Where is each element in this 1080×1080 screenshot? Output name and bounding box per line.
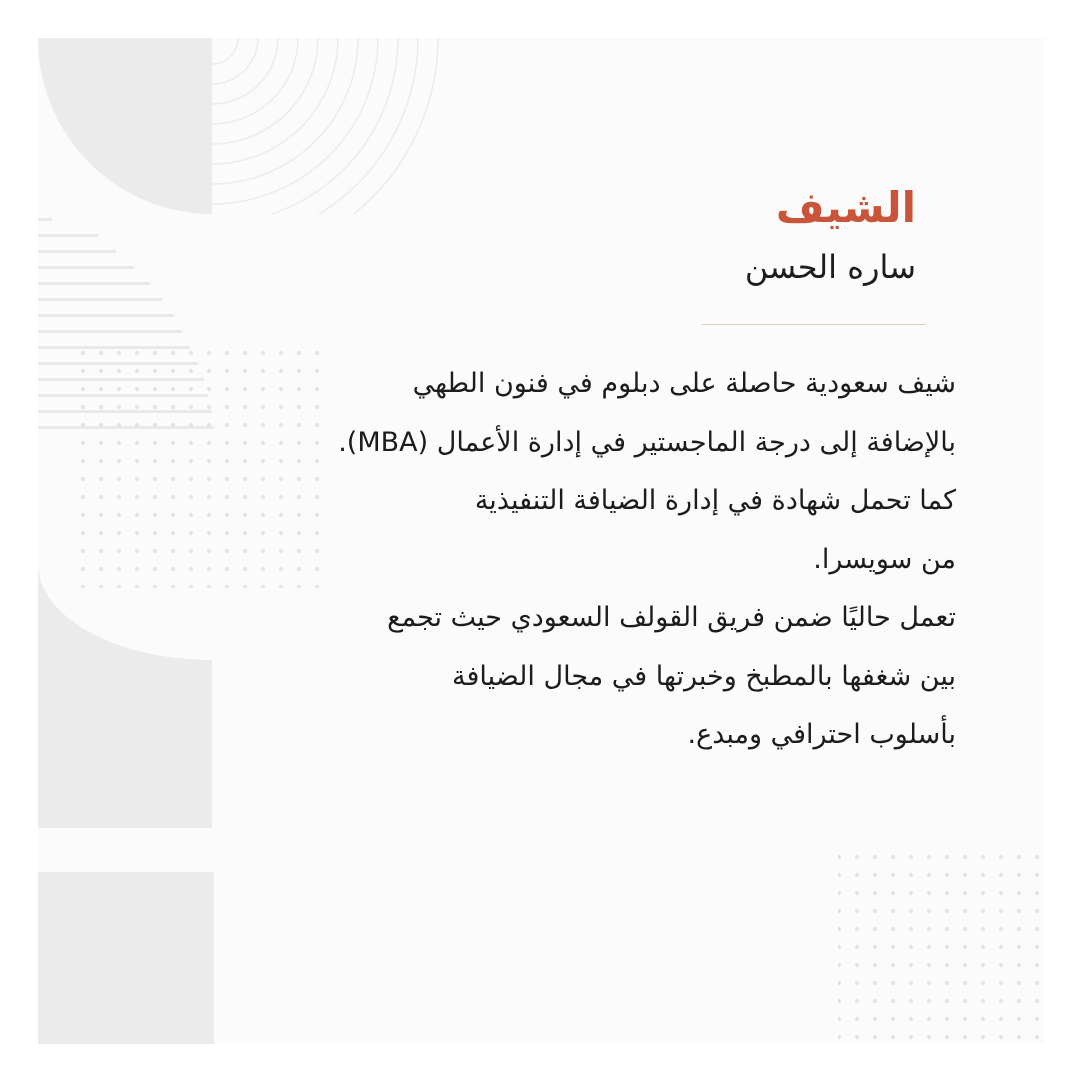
bio-line: كما تحمل شهادة في إدارة الضيافة التنفيذية bbox=[474, 485, 956, 516]
bio-line: بالإضافة إلى درجة الماجستير في إدارة الأعمال (MBA). bbox=[338, 426, 956, 458]
corner-shape-top bbox=[38, 38, 212, 214]
card bbox=[38, 38, 1044, 1044]
profile-name: ساره الحسن bbox=[744, 248, 916, 286]
dot-grid-right bbox=[838, 844, 1044, 1044]
bio-line: بين شغفها بالمطبخ وخبرتها في مجال الضيافة bbox=[452, 660, 956, 692]
title-divider bbox=[702, 324, 926, 325]
bio-text bbox=[196, 355, 956, 765]
bio-line: شيف سعودية حاصلة على دبلوم في فنون الطهي bbox=[412, 368, 956, 399]
profile-content bbox=[196, 178, 956, 765]
bio-line: تعمل حاليًا ضمن فريق القولف السعودي حيث تجمع bbox=[387, 602, 956, 633]
bio-line: من سويسرا. bbox=[813, 543, 956, 575]
profile-title: الشيف bbox=[775, 183, 916, 232]
bio-line: بأسلوب احترافي ومبدع. bbox=[687, 719, 956, 750]
